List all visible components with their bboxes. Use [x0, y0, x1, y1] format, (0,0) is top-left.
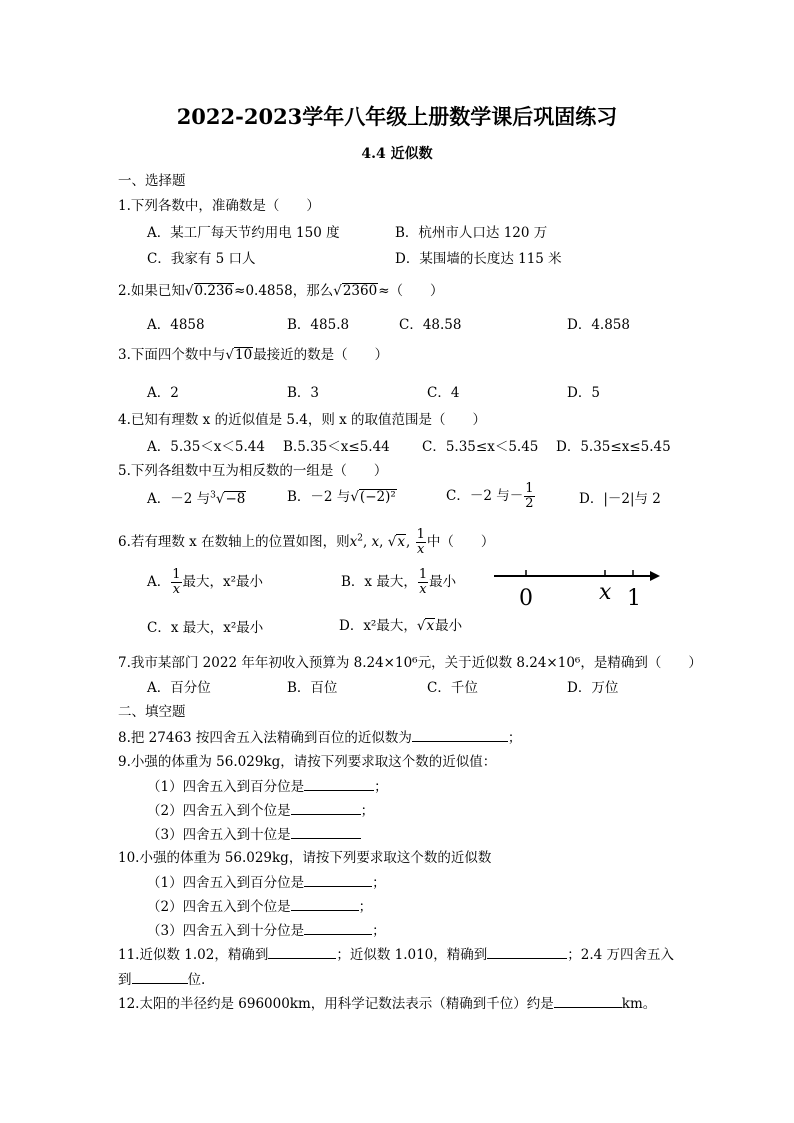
answer-blank[interactable]: [291, 801, 361, 815]
question-4-stem: 4.已知有理数 x 的近似值是 5.4，则 x 的取值范围是（ ）: [118, 412, 487, 428]
q6-d-end: 最小: [435, 618, 463, 634]
question-1-option-b: B．杭州市人口达 120 万: [395, 225, 548, 241]
fraction: [524, 482, 534, 511]
fraction-denominator: x: [419, 582, 427, 597]
q12-end: km。: [621, 996, 657, 1012]
q11-text-1: 11.近似数 1.02，精确到: [118, 947, 269, 963]
question-3-option-c: C．4: [427, 385, 460, 401]
question-7-option-c: C．千位: [427, 680, 478, 696]
question-6-option-b: [341, 568, 456, 597]
label-one: 1: [627, 586, 641, 611]
q11-text-2: ；近似数 1.010，精确到: [336, 947, 488, 963]
q10-i2-text: （2）四舍五入到个位是: [147, 899, 291, 915]
q9-i1-text: （1）四舍五入到百分位是: [147, 779, 305, 795]
question-5-option-a: [147, 490, 246, 508]
question-4-option-c: C．5.35≤x＜5.45: [422, 439, 539, 455]
question-9-item-1: [147, 777, 388, 796]
question-12: [118, 994, 656, 1013]
label-zero: 0: [519, 586, 533, 611]
question-2-option-a: A．4858: [147, 317, 205, 333]
page-subtitle: 4.4 近似数: [361, 146, 433, 162]
question-6-option-d: D．x²最大，√x最小: [339, 618, 463, 634]
q6-b-text: B．x 最大，: [341, 574, 417, 590]
question-10-item-1: [147, 873, 386, 892]
question-1-option-a: A．某工厂每天节约用电 150 度: [147, 225, 340, 241]
q10-i1-sep: ；: [372, 875, 386, 891]
q9-i2-text: （2）四舍五入到个位是: [147, 803, 291, 819]
answer-blank[interactable]: [304, 921, 372, 935]
sqrt-sign: √: [184, 283, 194, 299]
q9-i1-sep: ；: [374, 779, 388, 795]
q6-a-text: 最大，x²最小: [182, 574, 264, 590]
answer-blank[interactable]: [268, 945, 336, 959]
fraction-denominator: x: [417, 542, 425, 557]
sqrt-sign: √: [350, 489, 359, 505]
sqrt-sign: √: [225, 347, 234, 363]
section-heading-choice: 一、选择题: [118, 173, 186, 189]
question-4-option-a: A．5.35＜x＜5.44: [147, 439, 265, 455]
answer-blank[interactable]: [554, 994, 622, 1008]
q11-text-3: ；2.4 万四舍五入: [567, 947, 675, 963]
q6-b-end: 最小: [429, 574, 457, 590]
q10-i3-text: （3）四舍五入到十分位是: [147, 923, 305, 939]
answer-blank[interactable]: [291, 897, 359, 911]
question-3-option-d: D．5: [567, 385, 600, 401]
question-11-line-2: [118, 970, 205, 989]
q11-text-5: 位.: [187, 972, 206, 988]
q3-radicand: 10: [235, 347, 253, 363]
question-5-option-c: [446, 482, 536, 511]
question-9-item-3: [147, 825, 361, 844]
question-11-line-1: [118, 945, 674, 964]
sqrt-sign: √: [387, 534, 397, 550]
q2-post: ≈（ ）: [378, 283, 444, 299]
number-line-arrow: [650, 571, 660, 581]
q5-a-text: A．－2 与: [147, 491, 211, 507]
sqrt-sign: √: [215, 491, 225, 507]
question-2-option-b: B．485.8: [287, 317, 350, 333]
q9-i3-text: （3）四舍五入到十位是: [147, 827, 291, 843]
cube-root-index: 3: [210, 490, 216, 501]
q5-a-radicand: −8: [225, 491, 246, 507]
page-title: 2022-2023学年八年级上册数学课后巩固练习: [176, 104, 618, 129]
q3-post: 最接近的数是（ ）: [253, 347, 389, 363]
question-8: [118, 728, 521, 747]
fraction: [418, 568, 428, 597]
question-1-option-c: C．我家有 5 口人: [147, 251, 256, 267]
q6-a-label: A．: [147, 574, 171, 590]
fraction-denominator: 2: [525, 496, 534, 511]
question-4-option-d: D．5.35≤x≤5.45: [556, 439, 671, 455]
answer-blank[interactable]: [304, 873, 372, 887]
answer-blank[interactable]: [291, 825, 361, 839]
question-10-stem: 10.小强的体重为 56.029kg，请按下列要求取这个数的近似数: [118, 850, 492, 866]
q12-text: 12.太阳的半径约是 696000km，用科学记数法表示（精确到千位）约是: [118, 996, 554, 1012]
q10-i2-sep: ；: [358, 899, 373, 915]
question-6-stem: 6.若有理数 x 在数轴上的位置如图，则$x^2$, x, √x, $\frac{1}{x}$ 中（ ）: [118, 527, 495, 557]
answer-blank[interactable]: [304, 777, 374, 791]
fraction-numerator: 1: [525, 481, 534, 496]
answer-blank[interactable]: [487, 945, 567, 959]
q6-stem-end: 中（ ）: [426, 534, 495, 550]
section-heading-fill: 二、填空题: [118, 704, 186, 720]
question-1-stem: 1.下列各数中，准确数是（ ）: [118, 198, 320, 214]
number-line-figure: [492, 562, 672, 622]
q10-i1-text: （1）四舍五入到百分位是: [147, 875, 305, 891]
q3-pre: 3.下面四个数中与: [118, 347, 226, 363]
fraction-numerator: 1: [418, 567, 428, 582]
question-7-option-a: A．百分位: [147, 680, 211, 696]
fraction-numerator: 1: [172, 567, 181, 582]
q5-c-text: C．－2 与－: [446, 488, 524, 504]
fraction: [171, 568, 181, 597]
q6-d-text: D．x²最大，: [339, 618, 417, 634]
fraction: [416, 528, 426, 557]
q10-i3-sep: ；: [372, 923, 386, 939]
question-6-option-c: C．x 最大，x²最小: [147, 620, 264, 636]
question-3-option-b: B．3: [287, 385, 320, 401]
question-10-item-3: [147, 921, 386, 940]
question-7-option-d: D．万位: [567, 680, 619, 696]
question-9-stem: 9.小强的体重为 56.029kg，请按下列要求取这个数的近似值：: [118, 754, 497, 770]
answer-blank[interactable]: [132, 970, 188, 984]
q8-text: 8.把 27463 按四舍五入法精确到百位的近似数为: [118, 730, 412, 746]
question-4-option-b: B.5.35＜x≤5.44: [283, 439, 390, 455]
label-x: x: [599, 580, 612, 605]
sqrt-sign: √: [416, 618, 426, 634]
question-6-option-a: [147, 568, 263, 597]
q6-stem-text: 6.若有理数 x 在数轴上的位置如图，则: [118, 534, 350, 550]
question-5-stem: 5.下列各组数中互为相反数的一组是（ ）: [118, 463, 388, 479]
q9-i2-sep: ；: [360, 803, 375, 819]
q2-pre: 2.如果已知: [118, 283, 185, 299]
q8-end: ；: [507, 730, 522, 746]
question-10-item-2: [147, 897, 372, 916]
q2-radicand-1: 0.236: [194, 283, 234, 299]
q2-radicand-2: 2360: [342, 283, 378, 299]
fraction-numerator: 1: [416, 527, 425, 542]
question-2-stem: [118, 282, 444, 300]
q5-b-text: B．－2 与: [287, 489, 351, 505]
fraction-denominator: x: [172, 582, 181, 597]
q5-b-radicand: (−2)²: [359, 489, 396, 505]
answer-blank[interactable]: [412, 728, 508, 742]
q11-text-4: 到: [118, 972, 132, 988]
question-7-stem: 7.我市某部门 2022 年年初收入预算为 8.24×10⁶元，关于近似数 8.24×10⁶，是精确到（ ）: [118, 655, 702, 671]
question-9-item-2: [147, 801, 374, 820]
question-5-option-d: D．|－2|与 2: [579, 491, 661, 507]
question-2-option-d: D．4.858: [567, 317, 630, 333]
question-3-option-a: A．2: [147, 385, 179, 401]
q2-mid: ≈0.4858，那么: [234, 283, 334, 299]
question-2-option-c: C．48.58: [399, 317, 462, 333]
question-7-option-b: B．百位: [287, 680, 338, 696]
question-1-option-d: D．某围墙的长度达 115 米: [395, 251, 562, 267]
sqrt-sign: √: [333, 283, 342, 299]
question-3-stem: [118, 346, 388, 364]
question-5-option-b: [287, 488, 397, 506]
